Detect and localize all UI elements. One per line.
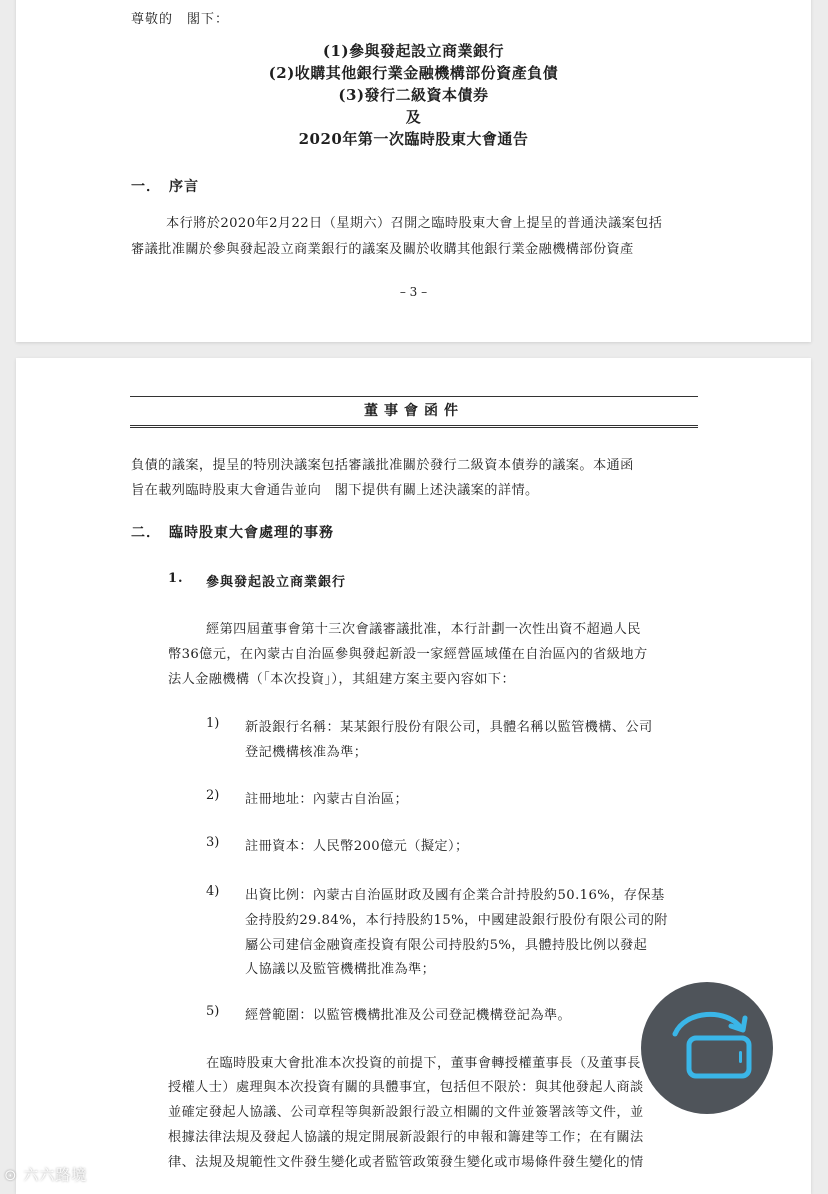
list-item-5-number: 5) bbox=[206, 1004, 220, 1019]
list-item-1-number: 1) bbox=[206, 716, 220, 731]
section-2-heading: 二． 臨時股東大會處理的事務 bbox=[131, 525, 334, 541]
rotate-screen-icon bbox=[641, 982, 773, 1114]
watermark-logo-icon: ⊙ bbox=[4, 1166, 18, 1184]
list-item-2-line-1: 註冊地址：內蒙古自治區； bbox=[245, 792, 409, 807]
list-item-2-number: 2) bbox=[206, 788, 220, 803]
final-para-line-3: 並確定發起人協議、公司章程等與新設銀行設立相關的文件並簽署該等文件，並 bbox=[168, 1105, 644, 1120]
salutation: 尊敬的 閣下： bbox=[131, 12, 230, 27]
title-line-3: (3)發行二級資本債券 bbox=[338, 86, 489, 104]
item-1-para-line-3: 法人金融機構（「本次投資」），其組建方案主要內容如下： bbox=[168, 672, 516, 687]
section-1-line-2: 審議批准關於參與發起設立商業銀行的議案及關於收購其他銀行業金融機構部份資產 bbox=[131, 242, 634, 257]
rotate-screen-button[interactable] bbox=[641, 982, 773, 1114]
item-1-number: 1. bbox=[168, 571, 184, 586]
watermark-label: 六六路境 bbox=[23, 1166, 88, 1184]
list-item-4-line-1: 出資比例：內蒙古自治區財政及國有企業合計持股約50.16%，存保基 bbox=[245, 888, 665, 903]
final-para-line-4: 根據法律法規及發起人協議的規定開展新設銀行的申報和籌建等工作；在有關法 bbox=[168, 1130, 644, 1145]
final-para-line-1: 在臨時股東大會批准本次投資的前提下，董事會轉授權董事長（及董事長 bbox=[206, 1056, 641, 1071]
item-1-heading: 參與發起設立商業銀行 bbox=[206, 575, 347, 590]
letter-header: 董事會函件 bbox=[130, 396, 698, 426]
section-1-heading: 一． 序言 bbox=[131, 179, 199, 195]
list-item-4-line-2: 金持股約29.84%，本行持股約15%，中國建設銀行股份有限公司的附 bbox=[245, 913, 668, 928]
title-line-1: (1)參與發起設立商業銀行 bbox=[322, 42, 505, 60]
notice-title bbox=[16, 40, 811, 150]
document-page-3 bbox=[16, 0, 811, 342]
list-item-4-number: 4) bbox=[206, 884, 220, 899]
continuation-line-2: 旨在載列臨時股東大會通告並向 閣下提供有關上述決議案的詳情。 bbox=[131, 483, 539, 498]
list-item-1-line-2: 登記機構核准為準； bbox=[245, 745, 368, 760]
list-item-3-number: 3) bbox=[206, 835, 220, 850]
section-1-line-1: 本行將於2020年2月22日（星期六）召開之臨時股東大會上提呈的普通決議案包括 bbox=[166, 216, 663, 231]
final-para-line-5: 律、法規及規範性文件發生變化或者監管政策發生變化或市場條件發生變化的情 bbox=[168, 1155, 644, 1170]
final-para-line-2: 授權人士）處理與本次投資有關的具體事宜，包括但不限於：與其他發起人商談 bbox=[168, 1080, 644, 1095]
title-line-4: 及 bbox=[405, 108, 422, 126]
list-item-4-line-4: 人協議以及監管機構批准為準； bbox=[245, 962, 436, 977]
title-line-2: (2)收購其他銀行業金融機構部份資產負債 bbox=[268, 64, 559, 82]
item-1-para-line-2: 幣36億元，在內蒙古自治區參與發起新設一家經營區域僅在自治區內的省級地方 bbox=[168, 647, 648, 662]
list-item-3-line-1: 註冊資本：人民幣200億元（擬定）； bbox=[245, 839, 469, 854]
item-1-para-line-1: 經第四屆董事會第十三次會議審議批准，本行計劃一次性出資不超過人民 bbox=[206, 622, 641, 637]
list-item-1-line-1: 新設銀行名稱：某某銀行股份有限公司，具體名稱以監管機構、公司 bbox=[245, 720, 653, 735]
title-line-5: 2020年第一次臨時股東大會通告 bbox=[298, 130, 529, 148]
list-item-4-line-3: 屬公司建信金融資產投資有限公司持股約5%，具體持股比例以發起 bbox=[245, 938, 648, 953]
page-number: – 3 – bbox=[399, 285, 428, 299]
list-item-5-line-1: 經營範圍：以監管機構批准及公司登記機構登記為準。 bbox=[245, 1008, 572, 1023]
continuation-line-1: 負債的議案，提呈的特別決議案包括審議批准關於發行二級資本債券的議案。本通函 bbox=[131, 458, 634, 473]
watermark-text bbox=[4, 1164, 87, 1185]
